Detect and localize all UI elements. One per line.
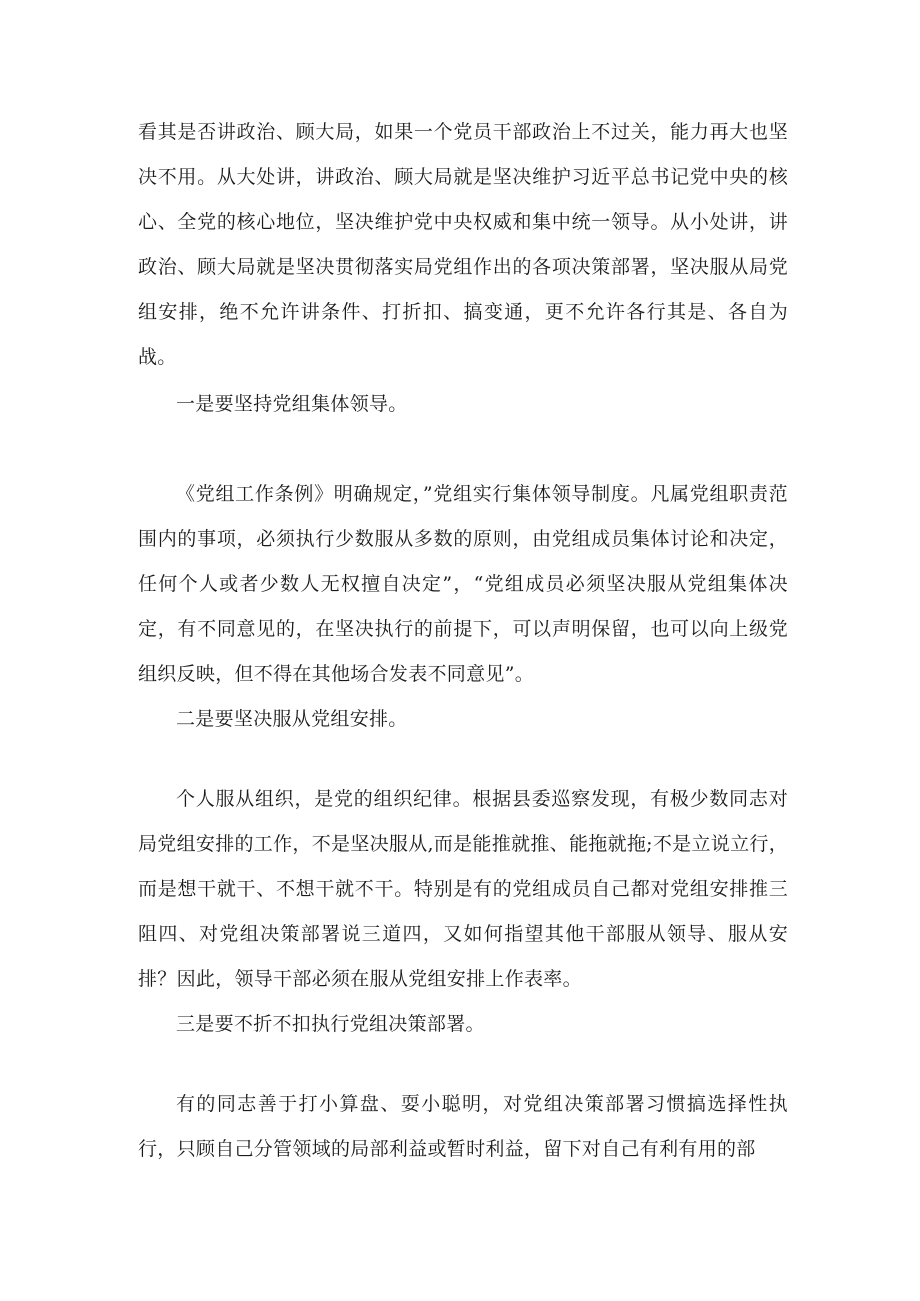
heading-collective-leadership: 一是要坚持党组集体领导。 <box>176 393 408 415</box>
paragraph-selective-execution: 有的同志善于打小算盘、耍小聪明，对党组决策部署习惯搞选择性执行，只顾自己分管领域的局部利益或暂时利益，留下对自己有利有用的部 <box>138 1093 788 1160</box>
paragraph-organization-discipline: 个人服从组织，是党的组织纪律。根据县委巡察发现，有极少数同志对局党组安排的工作，不是坚决服从,而是能推就推、能拖就拖;不是立说立行，而是想干就干、不想干就不干。特别是有的党组成员自己都对党组安排推三阻四、对党组决策部署说三道四，又如何指望其他干部服从领导、服从安排？因此，领导干部必须在服从党组安排上作表率。 <box>138 788 788 990</box>
heading-implement-decisions: 三是要不折不扣执行党组决策部署。 <box>176 1013 485 1035</box>
heading-obey-arrangement: 二是要坚决服从党组安排。 <box>176 708 408 730</box>
paragraph-party-regulations: 《党组工作条例》明确规定，”党组实行集体领导制度。凡属党组职责范围内的事项，必须执行少数服从多数的原则，由党组成员集体讨论和决定，任何个人或者少数人无权擅自决定”，“党组成员必须坚决服从党组集体决定，有不同意见的，在坚决执行的前提下，可以声明保留，也可以向上级党组织反映，但不得在其他场合发表不同意见”。 <box>138 483 788 685</box>
paragraph-continuation: 看其是否讲政治、顾大局，如果一个党员干部政治上不过关，能力再大也坚决不用。从大处讲，讲政治、顾大局就是坚决维护习近平总书记党中央的核心、全党的核心地位，坚决维护党中央权威和集中统一领导。从小处讲，讲政治、顾大局就是坚决贯彻落实局党组作出的各项决策部署，坚决服从局党组安排，绝不允许讲条件、打折扣、搞变通，更不允许各行其是、各自为战。 <box>138 121 788 368</box>
